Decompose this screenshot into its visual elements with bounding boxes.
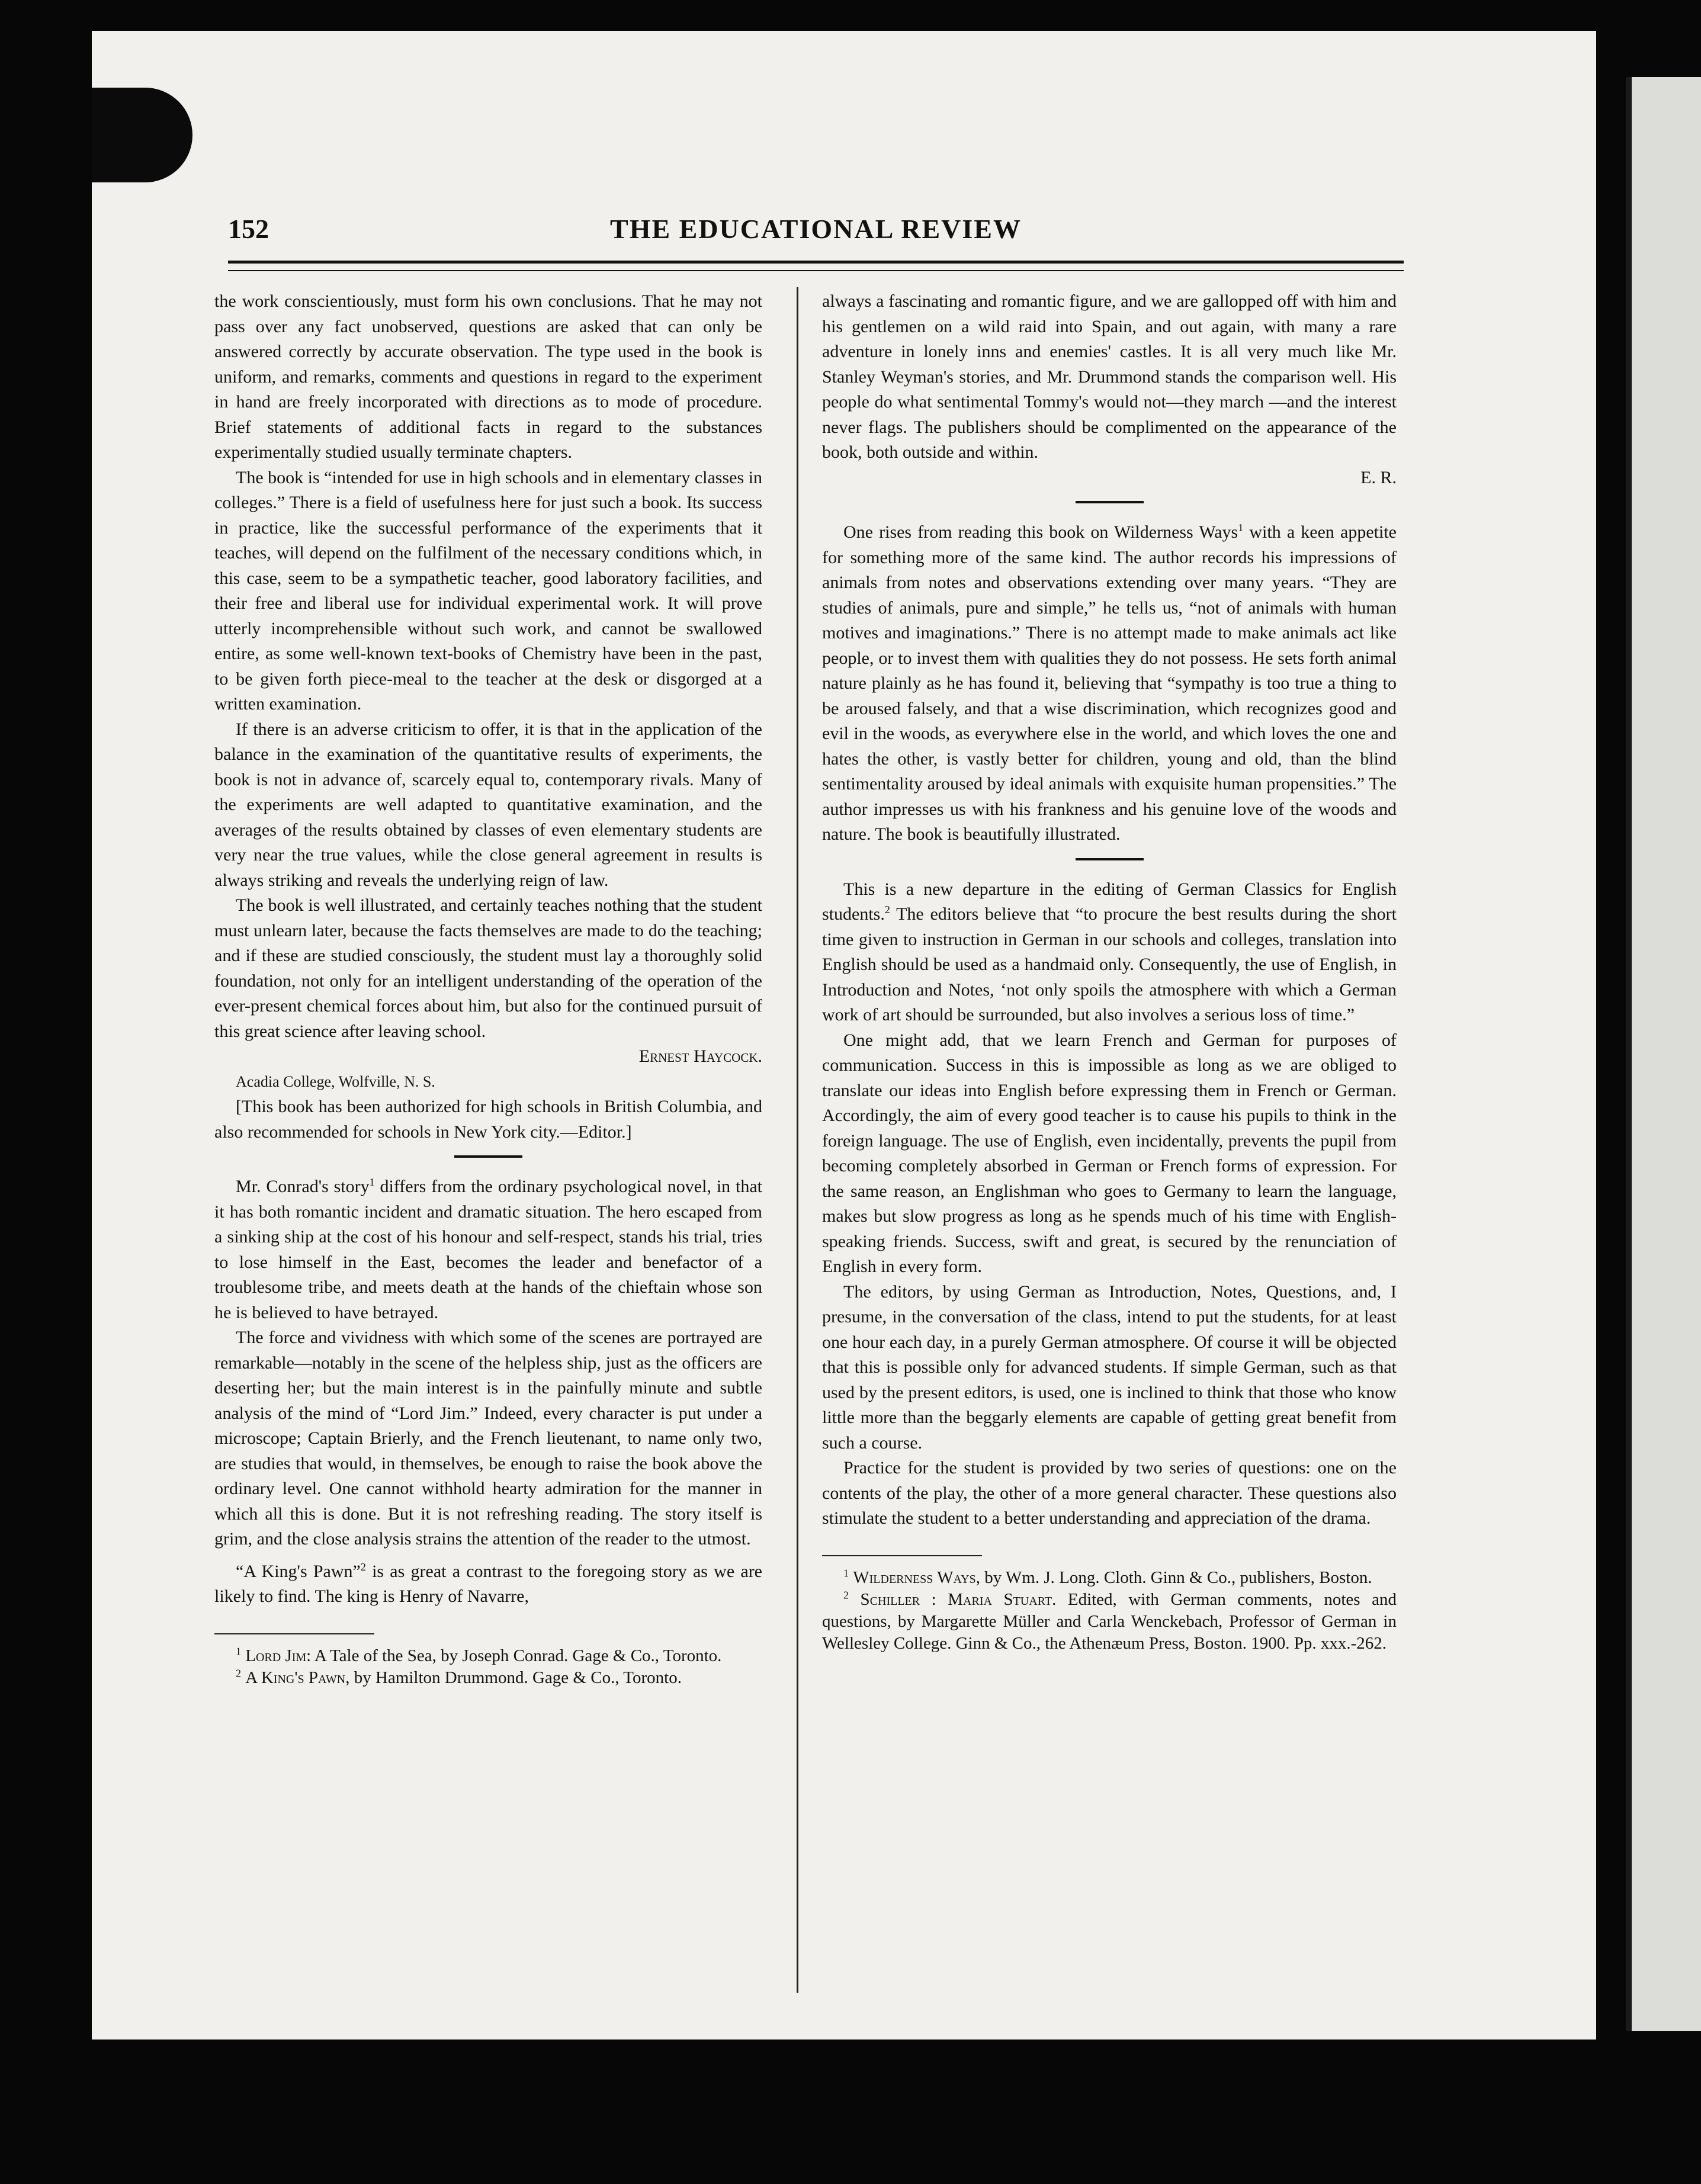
section-separator: [1076, 858, 1144, 860]
footnote-number: 1: [236, 1645, 241, 1657]
section-separator: [1076, 501, 1144, 503]
paragraph: One might add, that we learn French and German for purposes of communication. Success in this is impossible as long as we are obliged to translate our ideas into English before expressing them in French or German. Accordingly, the aim of every good teacher is to cause his pupils to think in the foreign language. The use of English, even incidentally, prevents the pupil from becoming completely absorbed in German or French forms of expression. For the same reason, an Englishman who goes to Germany to learn the language, makes but slow progress as long as he spends much of his time with English-speaking friends. Success, swift and great, is secured by the renunciation of English in every form.: [822, 1030, 1397, 1276]
footnote-ref: 1: [369, 1176, 375, 1188]
paragraph: the work conscientiously, must form his own conclusions. That he may not pass over any fact unobserved, questions are asked that can only be answered correctly by accurate observation. The type used in the book is uniform, and remarks, comments and questions in regard to the experiment in hand are freely incorporated with directions as to mode of procedure. Brief statements of additional facts in regard to the substances experimentally studied usually terminate chapters.: [214, 291, 762, 462]
footnote-rule: [822, 1555, 982, 1556]
text-span: differs from the ordinary psychological novel, in that it has both romantic incident and dramatic situation. The hero escaped from a sinking ship at the cost of his honour and self-respect, stands his trial, tries to lose himself in the East, becomes the leader and benefactor of a troublesome tribe, and meets death at the hands of the chieftain whose son he is believed to have betrayed.: [214, 1177, 763, 1322]
footnote-title: A King's Pawn: [245, 1668, 346, 1687]
footnote-rule: [214, 1633, 374, 1634]
footnote-title: Lord Jim: [245, 1646, 307, 1665]
paragraph: The editors, by using German as Introduction, Notes, Questions, and, I presume, in the conversation of the class, intend to put the students, for at least one hour each day, in a purely German atmosphere. Of course it will be objected that this is possible only for advanced students. If simple German, such as that used by the present editors, is used, one is inclined to think that those who know little more than the beggarly elements are capable of getting great benefit from such a course.: [822, 1282, 1397, 1453]
footnote-number: 2: [843, 1588, 849, 1601]
footnote-ref: 2: [884, 904, 890, 916]
paragraph: always a fascinating and romantic figure, and we are gallopped off with him and his gentlemen on a wild raid into Spain, and out again, with many a rare adventure in lonely inns and enemies' castles. It is all very much like Mr. Stanley Weyman's stories, and Mr. Drummond stands the comparison well. His people do what sentimental Tommy's would not—they march —and the interest never flags. The publishers should be complimented on the appearance of the book, both outside and within.: [822, 291, 1397, 462]
paragraph: The force and vividness with which some of the scenes are portrayed are remarkable—notably in the scene of the helpless ship, just as the officers are deserting her; but the main interest is in the painfully minute and subtle analysis of the mind of “Lord Jim.” Indeed, every character is put under a microscope; Captain Brierly, and the French lieutenant, to name only two, are studies that would, in themselves, be enough to raise the book above the ordinary level. One cannot withhold hearty admiration for the manner in which all this is done. But it is not refreshing reading. The story itself is grim, and the close analysis strains the attention of the reader to the utmost.: [214, 1328, 762, 1549]
footnote-ref: 2: [360, 1560, 366, 1573]
editor-note: [This book has been authorized for high schools in British Columbia, and also recommended for schools in New York city.—Editor.]: [214, 1097, 762, 1142]
text-span: The editors believe that “to procure the best results during the short time given to instruction in German in our schools and colleges, translation into English should be used as a handmaid only. Consequently, the use of English, in Introduction and Notes, ‘not only spoils the atmosphere with which a German work of art should be surrounded, but also involves a serious loss of time.”: [822, 904, 1397, 1024]
text-span: Mr. Conrad's story: [236, 1177, 370, 1196]
text-span: “A King's Pawn”: [236, 1561, 361, 1581]
footnote-number: 1: [843, 1566, 849, 1579]
footnote-number: 2: [236, 1666, 241, 1679]
journal-title: THE EDUCATIONAL REVIEW: [610, 214, 1022, 244]
footnote-ref: 1: [1238, 522, 1244, 534]
binding-clip: [92, 88, 192, 182]
footnote: [214, 1645, 762, 1667]
reviewer-affiliation: Acadia College, Wolfville, N. S.: [236, 1072, 435, 1090]
text-span: This is a new departure in the editing of German Classics for English students.: [822, 879, 1397, 924]
page-number: 152: [228, 214, 269, 244]
text-span: , by Hamilton Drummond. Gage & Co., Toronto.: [345, 1668, 682, 1687]
paragraph: [214, 1559, 762, 1610]
paragraph: [822, 877, 1397, 1028]
paragraph: The book is “intended for use in high schools and in elementary classes in colleges.” There is a field of usefulness here for just such a book. Its success in practice, like the successful performance of the experiments that it teaches, will depend on the fulfilment of the necessary conditions which, in this case, seem to be a sympathetic teacher, good laboratory facilities, and their free and liberal use for individual experimental work. It will prove utterly incomprehensible without such work, and cannot be swallowed entire, as some well-known text-books of Chemistry have been in the past, to be given forth piece-meal to the teacher at the desk or disgorged at a written examination.: [214, 467, 762, 714]
header-rule-top: [228, 261, 1404, 264]
footnote: [822, 1589, 1397, 1655]
section-separator: [454, 1155, 522, 1158]
paragraph: [822, 520, 1397, 847]
paragraph: If there is an adverse criticism to offer, it is that in the application of the balance in the examination of the quantitative results of experiments, the book is not in advance of, scarcely equal to, contemporary rivals. Many of the experiments are well adapted to quantitative examination, and the averages of the results obtained by classes of even elementary students are very near the true values, while the close general agreement in results is always striking and reveals the underlying reign of law.: [214, 719, 762, 890]
text-span: , by Wm. J. Long. Cloth. Ginn & Co., publishers, Boston.: [975, 1568, 1372, 1587]
text-span: with a keen appetite for something more of the same kind. The author records his impressions of animals from notes and observations extending over many years. “They are studies of animals, pure and simple,” he tells us, “not of animals with human motives and imaginations.” There is no attempt made to make animals act like people, or to invest them with qualities they do not possess. He sets forth animal nature plainly as he has found it, believing that “sympathy is too true a thing to be aroused falsely, and that a wise discrimination, which recognizes good and evil in the woods, as everywhere else in the world, and which loves the one and hates the other, is vastly better for children, young and old, than the blind sentimentality aroused by ideal animals with exquisite human propensities.” The author impresses us with his frankness and his genuine love of the woods and nature. The book is beautifully illustrated.: [822, 522, 1397, 844]
reviewer-signature: Ernest Haycock.: [638, 1046, 762, 1066]
paragraph: Practice for the student is provided by two series of questions: one on the contents of the play, the other of a more general character. These questions also stimulate the student to a better understanding and appreciation of the drama.: [822, 1458, 1397, 1528]
footnote-title: Wilderness Ways: [853, 1568, 976, 1587]
right-column: [822, 289, 1397, 1655]
footnote: [214, 1667, 762, 1689]
paragraph: [214, 1174, 762, 1325]
paragraph: The book is well illustrated, and certainly teaches nothing that the student must unlearn later, because the facts themselves are made to do the teaching; and if these are studied consciously, the student must lay a thoroughly solid foundation, not only for an intelligent understanding of the operation of the ever-present chemical forces about him, but also for the continued pursuit of this great science after leaving school.: [214, 895, 762, 1041]
reviewer-signature: E. R.: [1360, 467, 1397, 487]
text-span: . Edited, with German comments, notes and questions, by Margarette Müller and Carla Wenckebach, Professor of German in Wellesley College. Ginn & Co., the Athenæum Press, Boston. 1900. Pp. xxx.-262.: [822, 1589, 1397, 1653]
running-head: [228, 213, 1404, 255]
left-column: [214, 289, 762, 1689]
text-span: One rises from reading this book on Wilderness Ways: [843, 522, 1238, 542]
header-rule-bottom: [228, 270, 1404, 271]
text-span: is as great a contrast to the foregoing story as we are likely to find. The king is Henry of Navarre,: [214, 1561, 762, 1606]
column-divider: [797, 287, 798, 1993]
footnote: [822, 1567, 1397, 1589]
text-span: : A Tale of the Sea, by Joseph Conrad. Gage & Co., Toronto.: [306, 1646, 722, 1665]
facing-page-edge: [1626, 77, 1701, 2031]
footnote-title: Schiller : Maria Stuart: [860, 1589, 1052, 1609]
